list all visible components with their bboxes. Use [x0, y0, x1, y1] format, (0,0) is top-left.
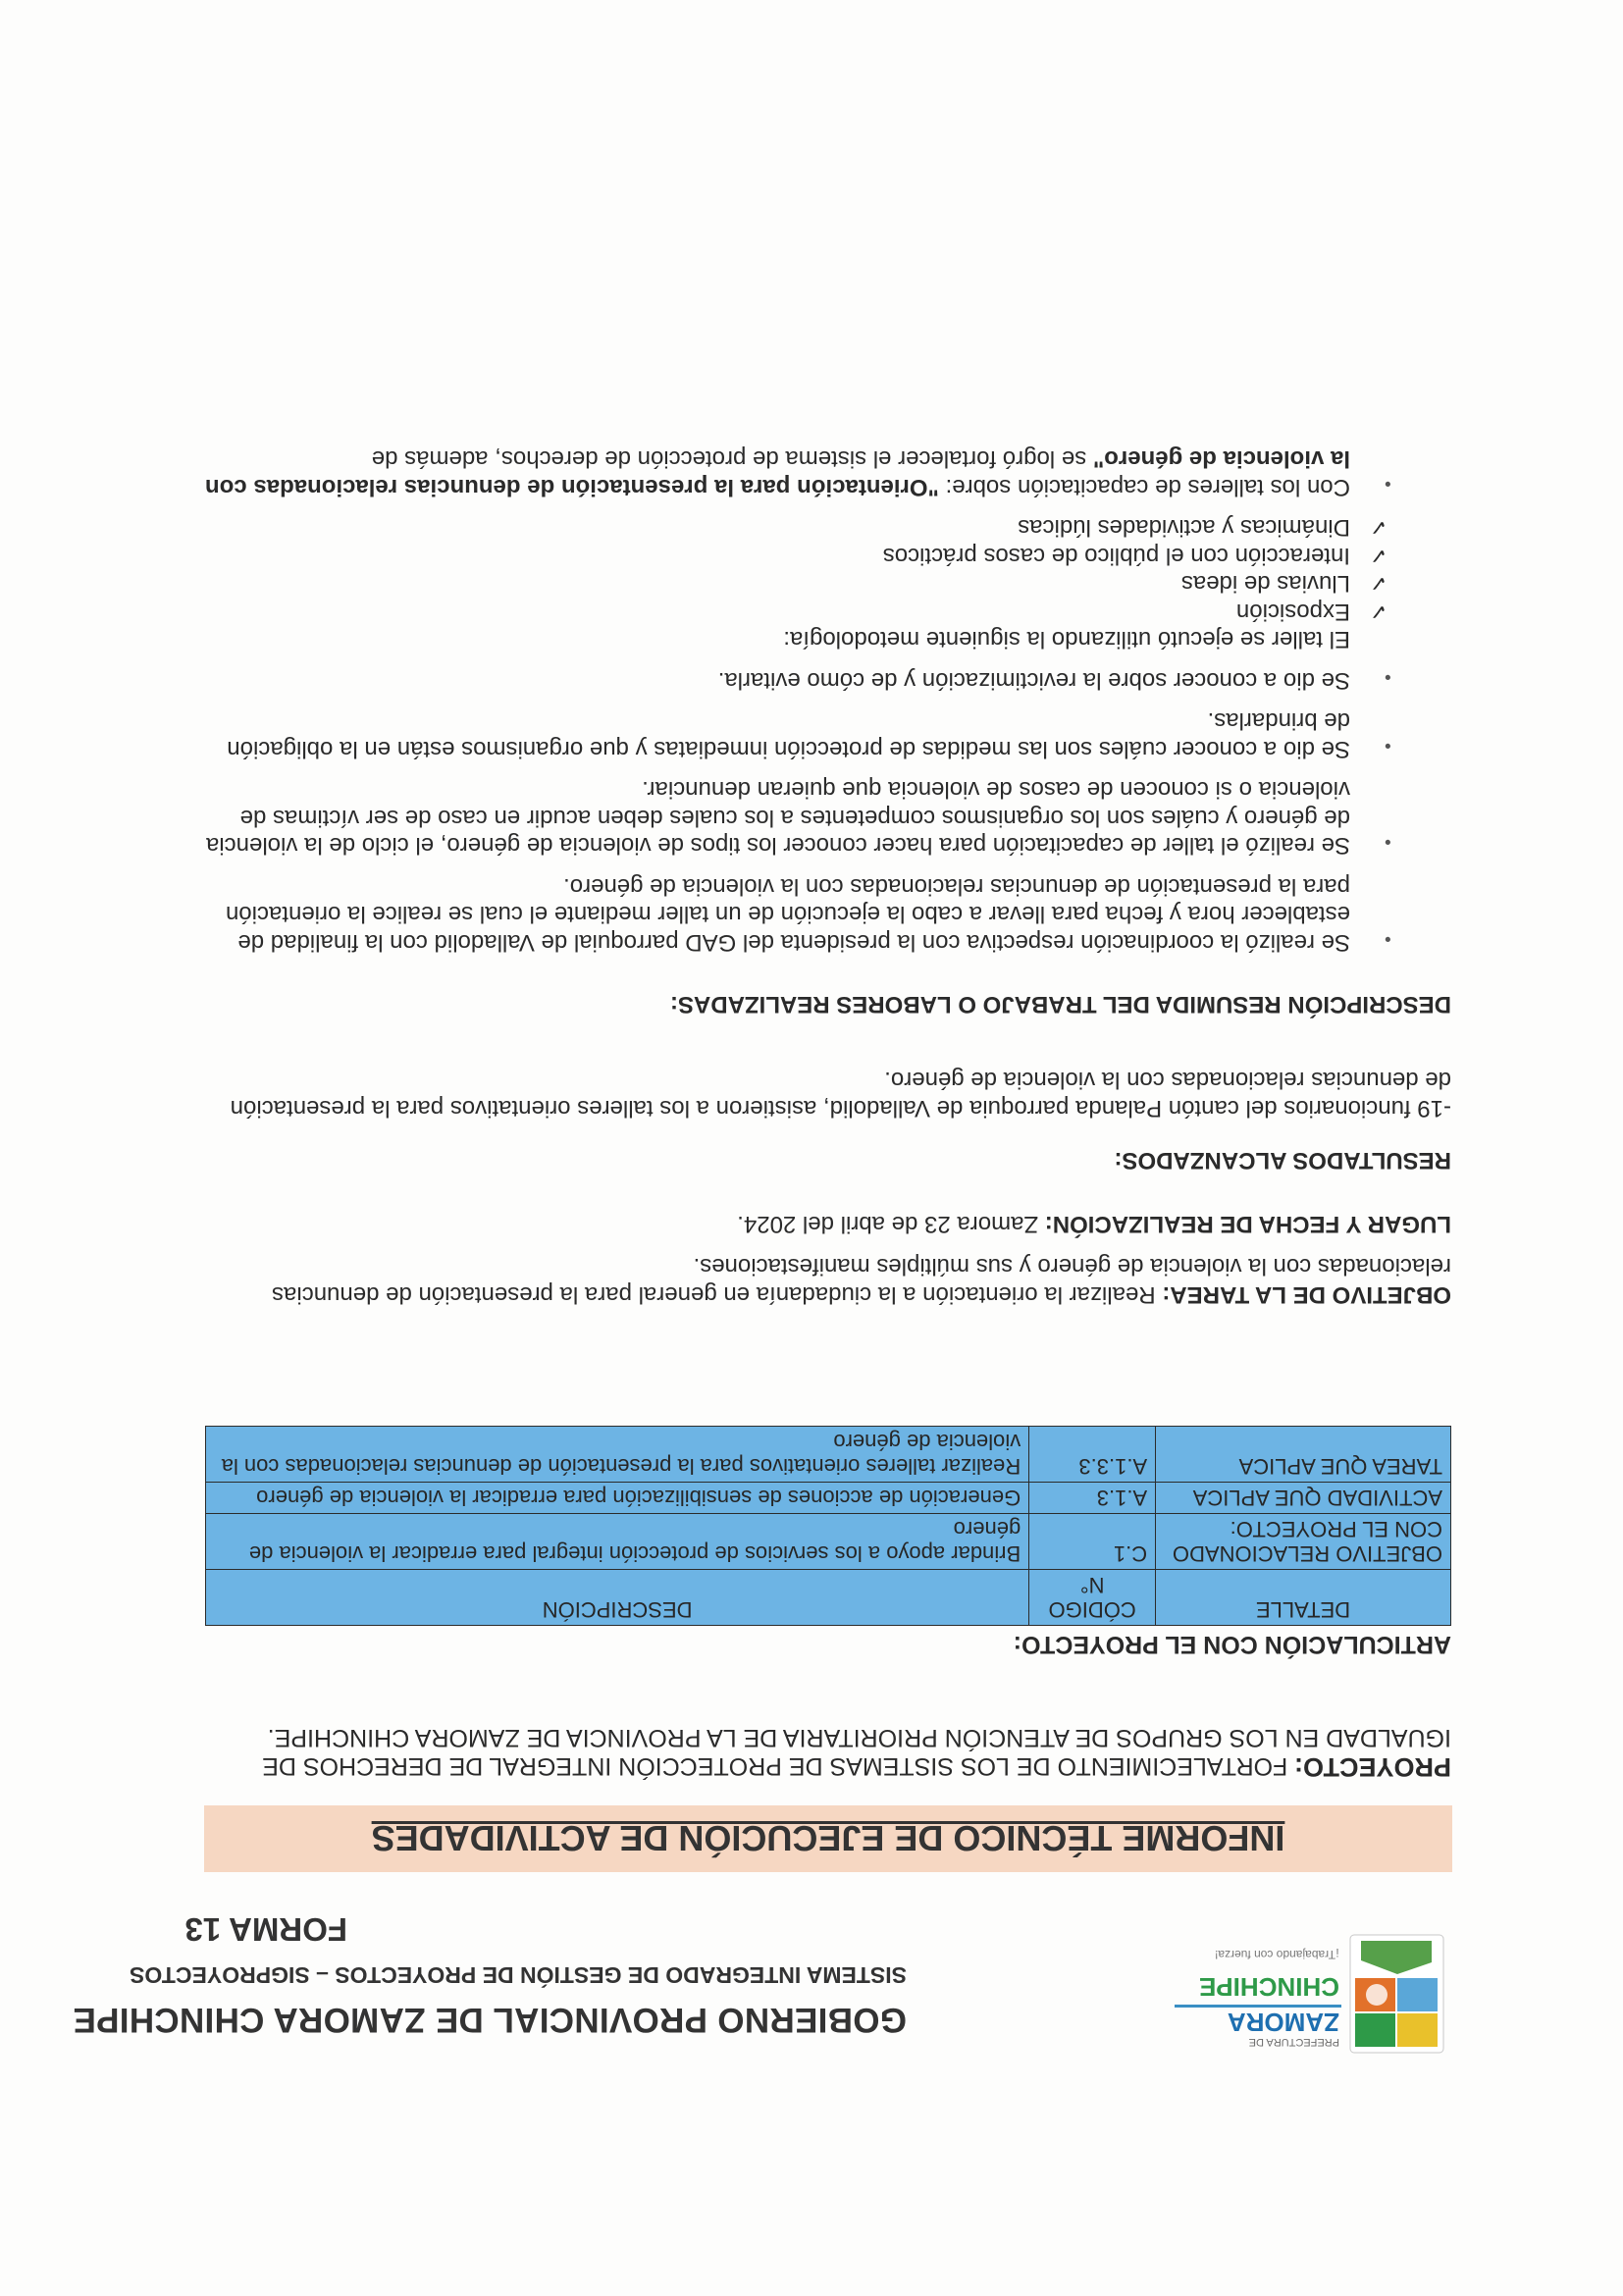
prefecture-logo [1167, 1918, 1451, 2061]
column-header: CÓDIGO N° [1029, 1570, 1156, 1626]
project-paragraph [205, 1723, 1451, 1781]
list-item: ● Se dio a conocer sobre la revictimización y de cómo evitarla. [205, 666, 1350, 695]
place-date-label: LUGAR Y FECHA DE REALIZACIÓN: [1044, 1211, 1451, 1237]
project-text: FORTALECIMIENTO DE LOS SISTEMAS DE PROTECCIÓN INTEGRAL DE DERECHOS DE IGUALDAD EN LOS GRUPOS DE ATENCIÓN PRIORITARIA DE LA PROVINCIA DE ZAMORA CHINCHIPE. [262, 1724, 1451, 1780]
detail-cell: ACTIVIDAD QUE APLICA [1156, 1483, 1451, 1514]
methodology-item: ✓ Lluvias de ideas [205, 569, 1350, 598]
objective-paragraph [205, 1252, 1451, 1309]
list-item: ● Se dio a conocer cuáles son las medidas de protección inmediatas y que organismos están en la obligación de brindarlas. [205, 706, 1350, 762]
logo-top-text: PREFECTURA DE [1248, 2036, 1339, 2048]
description-heading: DESCRIPCIÓN RESUMIDA DEL TRABAJO O LABORES REALIZADAS: [669, 991, 1451, 1018]
description-cell: Realizar talleres orientativos para la presentación de denuncias relacionadas con la violencia de género [206, 1427, 1029, 1483]
final-bullet-prefix: Con los talleres de capacitación sobre: [938, 474, 1350, 500]
results-text: -19 funcionarios del cantón Palanda parroquia de Valladolid, asistieron a los talleres orientativos para la presentación de denuncias relacionadas con la violencia de género. [230, 1067, 1451, 1122]
detail-cell: TAREA QUE APLICA [1156, 1427, 1451, 1483]
report-title: INFORME TÉCNICO DE EJECUCIÓN DE ACTIVIDADES [371, 1818, 1285, 1858]
description-cell: Generación de acciones de sensibilización para erradicar la violencia de género [206, 1483, 1029, 1514]
methodology-item: ✓ Exposición [205, 598, 1350, 626]
logo-slogan: ¡Trabajando con fuerza! [1215, 1948, 1339, 1961]
articulation-heading: ARTICULACIÓN CON EL PROYECTO: [1013, 1631, 1451, 1658]
objective-label: OBJETIVO DE LA TAREA: [1162, 1281, 1451, 1308]
methodology-item: ✓ Dinámicas y actividades lúdicas [205, 513, 1350, 542]
objective-text: Realizar la orientación a la ciudadanía en general para la presentación de denuncias relacionadas con la violencia de género y sus múltiples manifestaciones. [272, 1253, 1451, 1308]
project-label: PROYECTO: [1293, 1752, 1451, 1782]
column-header: DETALLE [1156, 1570, 1451, 1626]
form-number: FORMA 13 [184, 1911, 347, 1948]
place-date-text: Zamora 23 de abril del 2024. [737, 1211, 1045, 1237]
list-item: ● Se realizó el taller de capacitación para hacer conocer los tipos de violencia de género, el ciclo de la violencia de género y cuáles son los organismos competentes a los cuales deben acudir en caso de ser víctimas de violencia o si conocen de casos de violencia que quieran denunciar. [205, 775, 1350, 860]
description-cell: Brindar apoyo a los servicios de protección integral para erradicar la violencia de género [206, 1514, 1029, 1570]
methodology-intro: El taller se ejecutó utilizando la siguiente metodología: [783, 626, 1350, 653]
list-item [205, 444, 1350, 500]
report-title-band [204, 1805, 1452, 1872]
code-cell: C.1 [1029, 1514, 1156, 1570]
table-row [206, 1483, 1451, 1514]
list-item: ● Se realizó la coordinación respectiva con la presidenta del GAD parroquial de Valladolid con la finalidad de establecer hora y fecha para llevar a cabo la ejecución de un taller mediante el cual se realice la orientación para la presentación de denuncias relacionadas con la violencia de género. [205, 872, 1350, 957]
logo-name-line1: ZAMORA [1227, 2008, 1339, 2037]
system-name: SISTEMA INTEGRADO DE GESTIÓN DE PROYECTOS – SIGPROYECTOS [130, 1962, 907, 1988]
table-row [206, 1514, 1451, 1570]
code-cell: A.1.3 [1029, 1483, 1156, 1514]
column-header: DESCRIPCIÓN [206, 1570, 1029, 1626]
table-row [206, 1427, 1451, 1483]
code-cell: A.1.3.3 [1029, 1427, 1156, 1483]
description-list [205, 432, 1350, 956]
articulation-table [205, 1426, 1451, 1626]
organization-title: GOBIERNO PROVINCIAL DE ZAMORA CHINCHIPE [73, 2001, 907, 2039]
methodology-block [205, 513, 1350, 653]
table-header-row [206, 1570, 1451, 1626]
methodology-list [205, 513, 1350, 625]
detail-cell: OBJETIVO RELACIONADO CON EL PROYECTO: [1156, 1514, 1451, 1570]
final-bullet-suffix: se logró fortalecer el sistema de protección de derechos, además de [371, 445, 1093, 473]
methodology-item: ✓ Interacción con el público de casos prácticos [205, 542, 1350, 570]
results-heading: RESULTADOS ALCANZADOS: [1114, 1147, 1451, 1174]
logo-name-line2: CHINCHIPE [1198, 1972, 1339, 2002]
place-date-paragraph [205, 1210, 1451, 1238]
final-bullet-emphasis: "Orientación para la presentación de denuncias relacionadas con la violencia de género" [205, 445, 1350, 500]
